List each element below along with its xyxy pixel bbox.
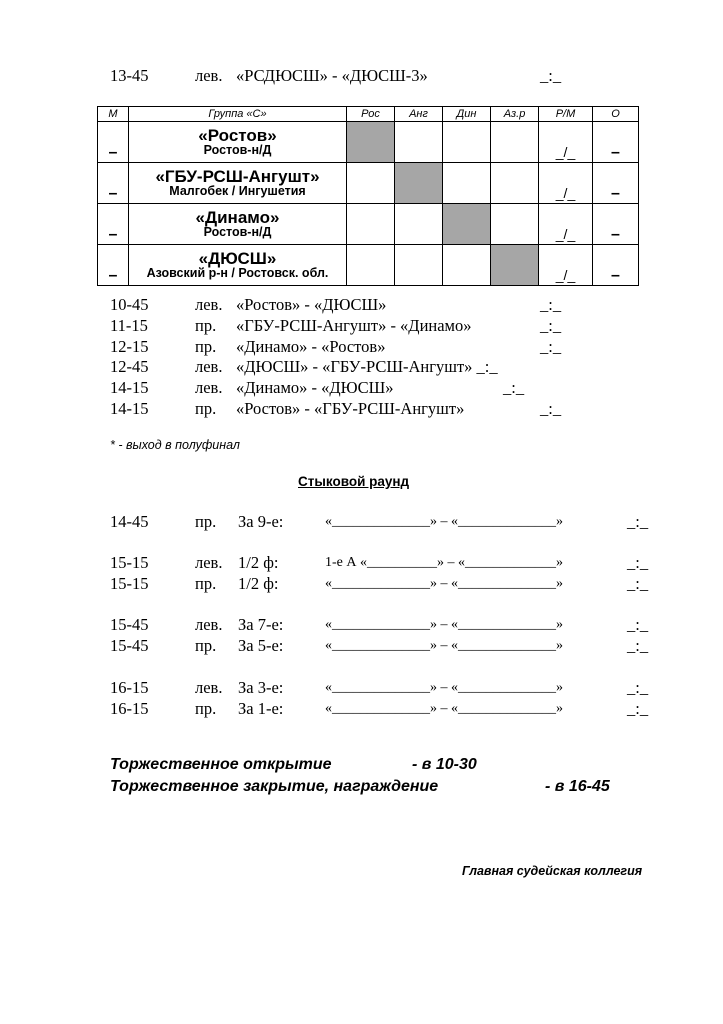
header-cell: Р/М bbox=[539, 107, 593, 122]
self-cell bbox=[443, 204, 491, 245]
match-teams: «______________» – «______________» bbox=[325, 638, 563, 653]
table-row bbox=[98, 163, 639, 204]
match-teams: «Динамо» - «Ростов» bbox=[236, 337, 386, 356]
match-stage: За 3-е: bbox=[238, 678, 284, 697]
score-cell: _/_ bbox=[539, 245, 593, 286]
place-cell: – bbox=[98, 245, 129, 286]
result-cell bbox=[443, 163, 491, 204]
result-cell bbox=[395, 122, 443, 163]
points-cell: – bbox=[593, 245, 639, 286]
match-stage: За 1-е: bbox=[238, 699, 284, 718]
table-row bbox=[98, 122, 639, 163]
team-city: Азовский р-н / Ростовск. обл. bbox=[146, 266, 329, 281]
header-cell: Рос bbox=[347, 107, 395, 122]
team-name: «Динамо» bbox=[195, 207, 280, 227]
match-result: _:_ bbox=[627, 512, 649, 531]
match-time: 12-15 bbox=[110, 337, 149, 356]
ceremony-label: Торжественное закрытие, награждение bbox=[110, 778, 439, 795]
match-side: лев. bbox=[195, 357, 223, 376]
self-cell bbox=[491, 245, 539, 286]
result-cell bbox=[443, 245, 491, 286]
match-side: пр. bbox=[195, 399, 217, 418]
match-result: _:_ bbox=[627, 699, 649, 718]
self-cell bbox=[347, 122, 395, 163]
header-cell: О bbox=[593, 107, 639, 122]
match-time: 15-45 bbox=[110, 615, 149, 634]
result-cell bbox=[347, 163, 395, 204]
match-teams: «______________» – «______________» bbox=[325, 680, 563, 695]
group-table bbox=[97, 106, 639, 286]
header-cell: Аз.р bbox=[491, 107, 539, 122]
match-result: _:_ bbox=[540, 316, 562, 335]
match-side: лев. bbox=[195, 615, 223, 634]
match-result: _:_ bbox=[540, 66, 562, 85]
points-cell: – bbox=[593, 163, 639, 204]
match-side: пр. bbox=[195, 574, 217, 593]
match-side: пр. bbox=[195, 699, 217, 718]
match-teams: «Ростов» - «ДЮСШ» bbox=[236, 295, 387, 314]
match-result: _:_ bbox=[503, 378, 525, 397]
ceremony-time: - в 16-45 bbox=[545, 778, 610, 795]
match-teams: «ГБУ-РСШ-Ангушт» - «Динамо» bbox=[236, 316, 472, 335]
team-city: Ростов-н/Д bbox=[203, 225, 272, 240]
points-cell: – bbox=[593, 204, 639, 245]
points-cell: – bbox=[593, 122, 639, 163]
table-row bbox=[98, 245, 639, 286]
result-cell bbox=[491, 122, 539, 163]
match-result: _:_ bbox=[627, 553, 649, 572]
team-city: Ростов-н/Д bbox=[203, 143, 272, 158]
match-teams: «Динамо» - «ДЮСШ» bbox=[236, 378, 394, 397]
match-stage: За 5-е: bbox=[238, 636, 284, 655]
match-side: лев. bbox=[195, 678, 223, 697]
header-cell: М bbox=[98, 107, 129, 122]
match-time: 16-15 bbox=[110, 678, 149, 697]
match-time: 12-45 bbox=[110, 357, 149, 376]
match-result: _:_ bbox=[627, 678, 649, 697]
match-time: 11-15 bbox=[110, 316, 148, 335]
result-cell bbox=[395, 204, 443, 245]
match-side: пр. bbox=[195, 337, 217, 356]
table-header-row bbox=[98, 107, 639, 122]
score-cell: _/_ bbox=[539, 163, 593, 204]
team-name: «Ростов» bbox=[198, 125, 277, 145]
match-time: 13-45 bbox=[110, 66, 149, 85]
match-time: 15-15 bbox=[110, 574, 149, 593]
result-cell bbox=[347, 245, 395, 286]
match-side: пр. bbox=[195, 512, 217, 531]
team-cell bbox=[129, 204, 347, 245]
match-time: 16-15 bbox=[110, 699, 149, 718]
match-side: пр. bbox=[195, 636, 217, 655]
match-teams: «______________» – «______________» bbox=[325, 514, 563, 529]
match-result: _:_ bbox=[540, 399, 562, 418]
match-teams: «______________» – «______________» bbox=[325, 576, 563, 591]
match-time: 15-15 bbox=[110, 553, 149, 572]
match-teams: «РСДЮСШ» - «ДЮСШ-3» bbox=[236, 66, 428, 85]
place-cell: – bbox=[98, 122, 129, 163]
team-cell bbox=[129, 122, 347, 163]
ceremony-time: - в 10-30 bbox=[412, 756, 477, 773]
match-teams: 1-е А «__________» – «_____________» bbox=[325, 555, 563, 570]
team-name: «ДЮСШ» bbox=[198, 248, 277, 268]
match-result: _:_ bbox=[627, 615, 649, 634]
match-time: 14-45 bbox=[110, 512, 149, 531]
footnote: * - выход в полуфинал bbox=[110, 438, 240, 452]
match-time: 14-15 bbox=[110, 399, 149, 418]
ceremony-closing bbox=[110, 778, 610, 796]
score-cell: _/_ bbox=[539, 204, 593, 245]
match-time: 15-45 bbox=[110, 636, 149, 655]
result-cell bbox=[347, 204, 395, 245]
match-stage: 1/2 ф: bbox=[238, 574, 279, 593]
header-cell: Группа «С» bbox=[129, 107, 347, 122]
signature: Главная судейская коллегия bbox=[462, 864, 643, 878]
match-stage: За 9-е: bbox=[238, 512, 284, 531]
match-time: 10-45 bbox=[110, 295, 149, 314]
match-side: лев. bbox=[195, 378, 223, 397]
place-cell: – bbox=[98, 163, 129, 204]
team-cell bbox=[129, 163, 347, 204]
match-side: лев. bbox=[195, 553, 223, 572]
match-time: 14-15 bbox=[110, 378, 149, 397]
match-side: пр. bbox=[195, 316, 217, 335]
match-teams: «Ростов» - «ГБУ-РСШ-Ангушт» bbox=[236, 399, 465, 418]
result-cell bbox=[491, 204, 539, 245]
team-cell bbox=[129, 245, 347, 286]
table-row bbox=[98, 204, 639, 245]
match-result: _:_ bbox=[627, 636, 649, 655]
match-teams: «______________» – «______________» bbox=[325, 701, 563, 716]
result-cell bbox=[443, 122, 491, 163]
team-name: «ГБУ-РСШ-Ангушт» bbox=[155, 166, 320, 186]
match-result: _:_ bbox=[627, 574, 649, 593]
header-cell: Дин bbox=[443, 107, 491, 122]
match-teams: «ДЮСШ» - «ГБУ-РСШ-Ангушт» _:_ bbox=[236, 357, 498, 376]
match-side: лев. bbox=[195, 295, 223, 314]
score-cell: _/_ bbox=[539, 122, 593, 163]
place-cell: – bbox=[98, 204, 129, 245]
ceremony-label: Торжественное открытие bbox=[110, 756, 332, 773]
header-cell: Анг bbox=[395, 107, 443, 122]
result-cell bbox=[395, 245, 443, 286]
section-title: Стыковой раунд bbox=[298, 474, 410, 489]
team-city: Малгобек / Ингушетия bbox=[169, 184, 306, 199]
match-stage: 1/2 ф: bbox=[238, 553, 279, 572]
match-stage: За 7-е: bbox=[238, 615, 284, 634]
match-side: лев. bbox=[195, 66, 223, 85]
self-cell bbox=[395, 163, 443, 204]
result-cell bbox=[491, 163, 539, 204]
match-teams: «______________» – «______________» bbox=[325, 617, 563, 632]
ceremony-opening bbox=[110, 756, 477, 774]
match-result: _:_ bbox=[540, 337, 562, 356]
match-result: _:_ bbox=[540, 295, 562, 314]
